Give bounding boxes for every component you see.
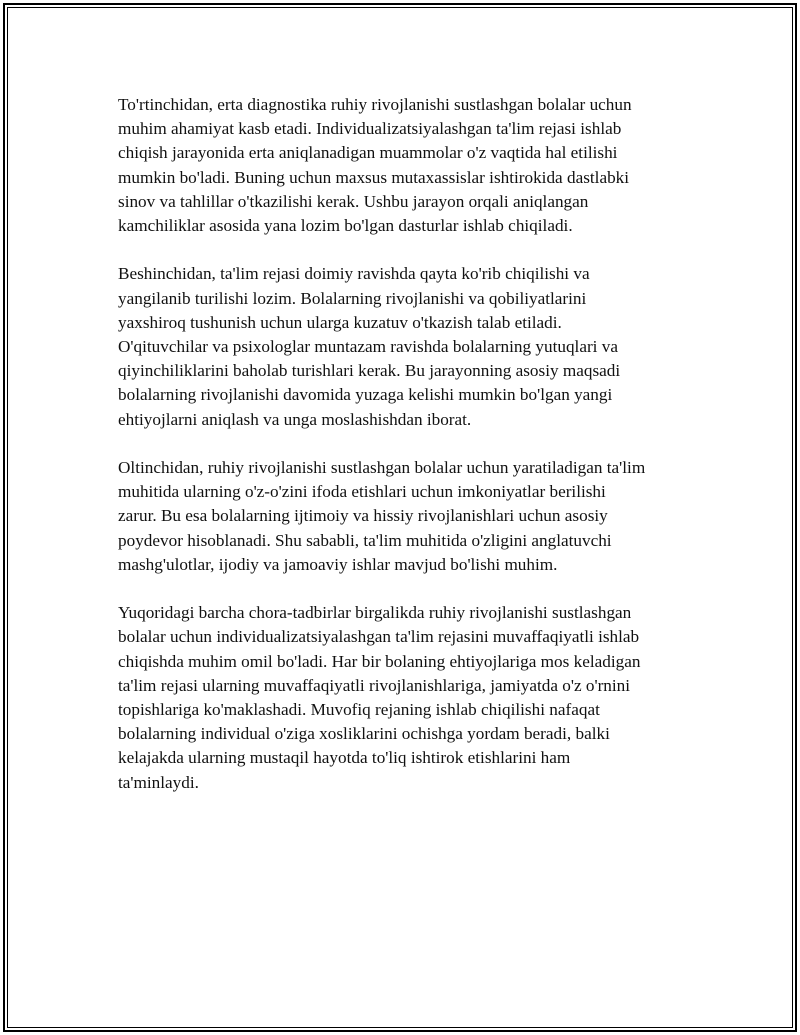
paragraph-fifth: Beshinchidan, ta'lim rejasi doimiy ravishda qayta ko'rib chiqilishi va yangilanib turilishi lozim. Bolalarning rivojlanishi va qobiliyatlarini yaxshiroq tushunish uchun ularga kuzatuv o'tkazish talab etiladi. O'qituvchilar va psixologlar muntazam ravishda bolalarning yutuqlari va qiyinchiliklarini baholab turishlari kerak. Bu jarayonning asosiy maqsadi bolalarning rivojlanishi davomida yuzaga kelishi mumkin bo'lgan yangi ehtiyojlarni aniqlash va unga moslashishdan iborat.: [118, 264, 621, 429]
document-body: [118, 93, 688, 819]
paragraph-sixth: Oltinchidan, ruhiy rivojlanishi sustlashgan bolalar uchun yaratiladigan ta'lim muhitida ularning o'z-o'zini ifoda etishlari uchun imkoniyatlar berilishi zarur. Bu esa bolalarning ijtimoiy va hissiy rivojlanishlari uchun asosiy poydevor hisoblanadi. Shu sababli, ta'lim muhitida o'zligini anglatuvchi mashg'ulotlar, ijodiy va jamoaviy ishlar mavjud bo'lishi muhim.: [118, 458, 646, 574]
paragraph-fourth: To'rtinchidan, erta diagnostika ruhiy rivojlanishi sustlashgan bolalar uchun muhim ahamiyat kasb etadi. Individualizatsiyalashgan ta'lim rejasi ishlab chiqish jarayonida erta aniqlanadigan muammolar o'z vaqtida hal etilishi mumkin bo'ladi. Buning uchun maxsus mutaxassislar ishtirokida dastlabki sinov va tahlillar o'tkazilishi kerak. Ushbu jarayon orqali aniqlangan kamchiliklar asosida yana lozim bo'lgan dasturlar ishlab chiqiladi.: [118, 95, 632, 236]
paragraph-conclusion: Yuqoridagi barcha chora-tadbirlar birgalikda ruhiy rivojlanishi sustlashgan bolalar uchun individualizatsiyalashgan ta'lim rejasini muvaffaqiyatli ishlab chiqishda muhim omil bo'ladi. Har bir bolaning ehtiyojlariga mos keladigan ta'lim rejasi ularning muvaffaqiyatli rivojlanishlariga, jamiyatda o'z o'rnini topishlariga ko'maklashadi. Muvofiq rejaning ishlab chiqilishi nafaqat bolalarning individual o'ziga xosliklarini ochishga yordam beradi, balki kelajakda ularning mustaqil hayotda to'liq ishtirok etishlarini ham ta'minlaydi.: [118, 603, 641, 792]
